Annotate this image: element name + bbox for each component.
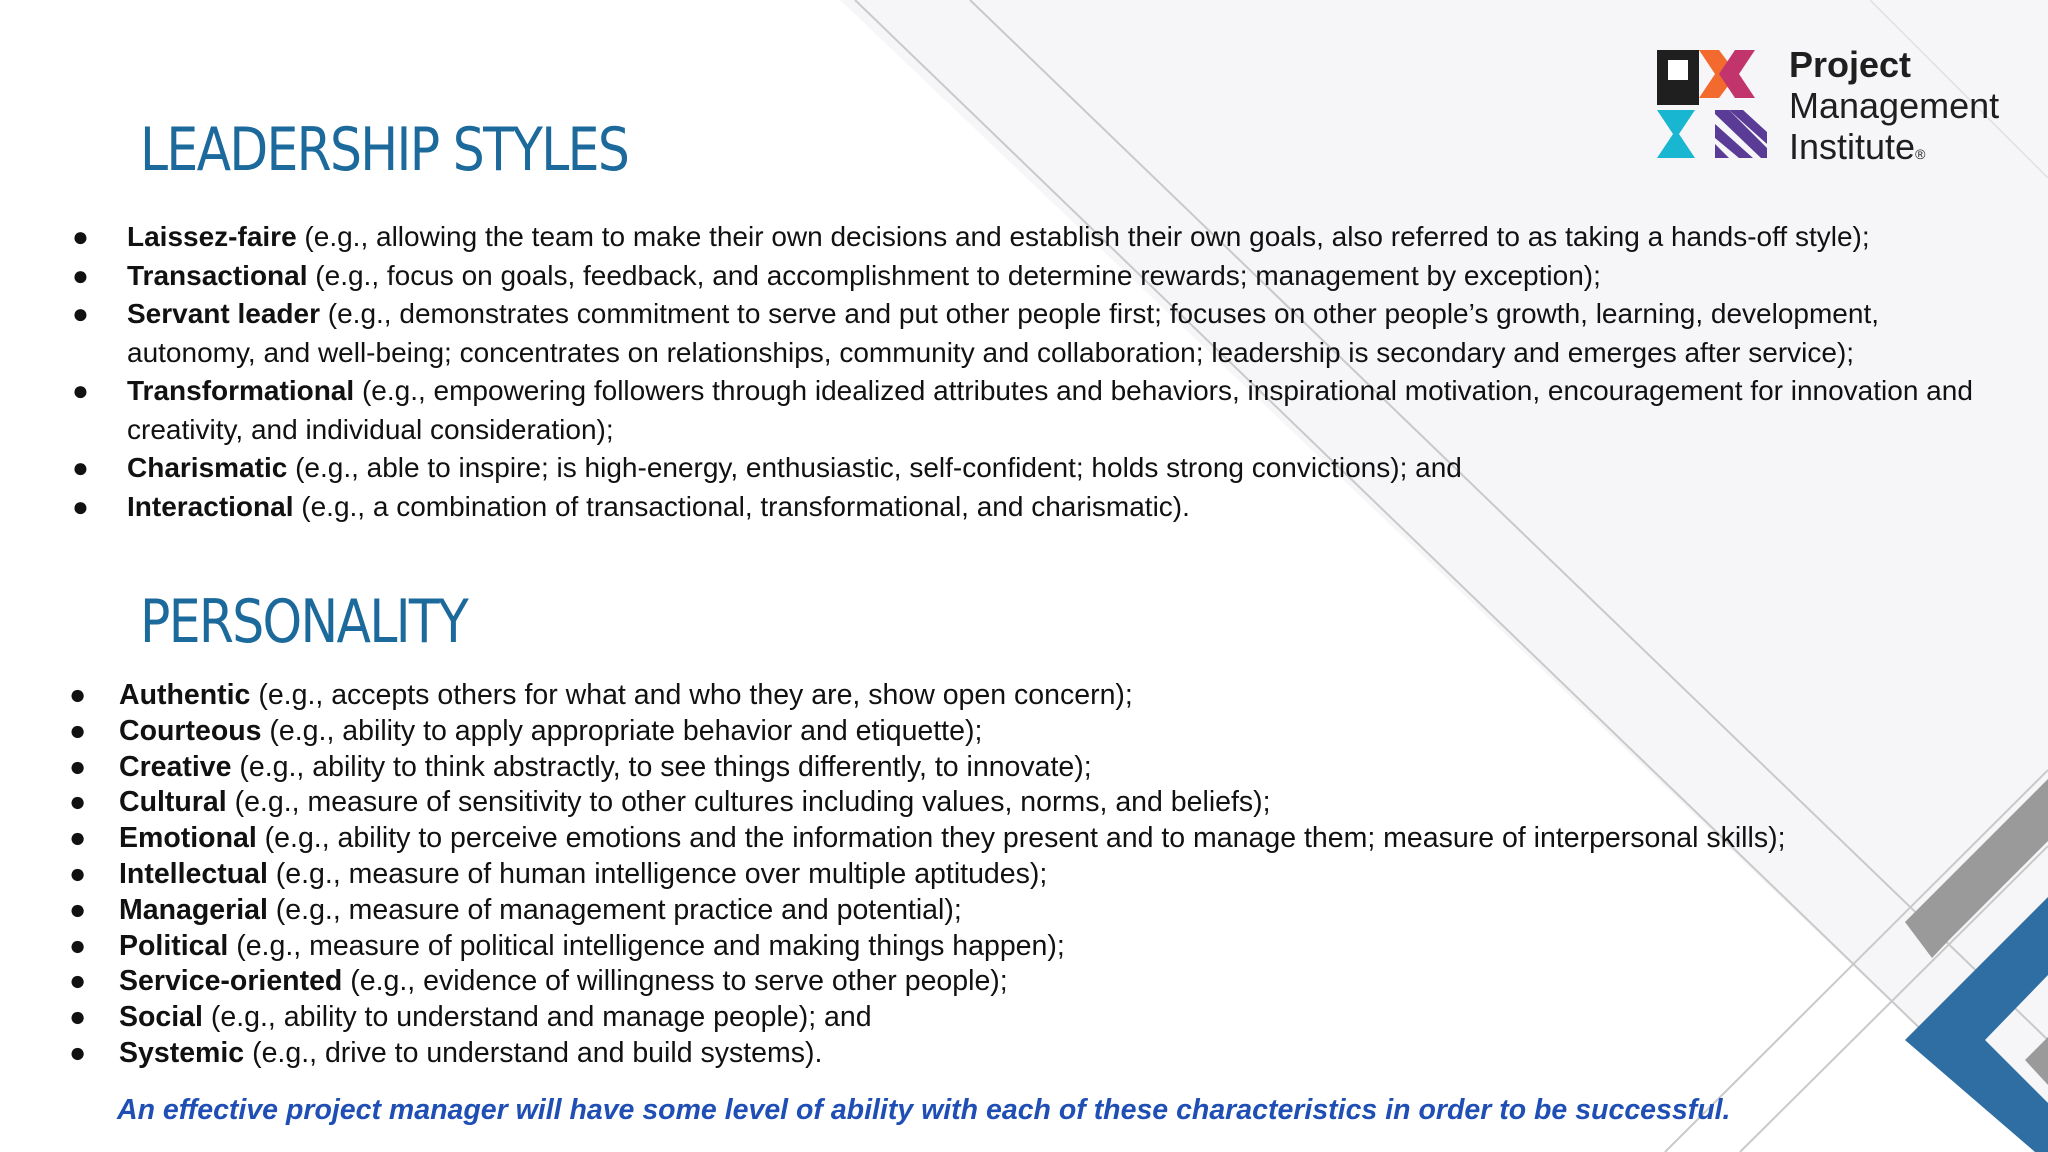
item-description: (e.g., measure of human intelligence over multiple aptitudes); (267, 857, 1048, 890)
logo-line-1: Project (1789, 44, 1912, 85)
bullet-icon: ● (72, 452, 89, 483)
item-term: Transactional (127, 259, 308, 291)
list-item (72, 372, 2007, 449)
item-term: Political (119, 929, 229, 962)
item-term: Creative (119, 750, 232, 783)
item-term: Managerial (119, 893, 268, 926)
item-description: (e.g., allowing the team to make their own decisions and establish their own goals, also referred to as taking a hands-off style); (296, 221, 1870, 252)
list-item (69, 929, 1979, 965)
list-item (69, 1000, 1979, 1036)
item-description: (e.g., ability to understand and manage people); and (202, 1001, 872, 1034)
item-description: (e.g., demonstrates commitment to serve and put other people first; focuses on other people’s growth, learning, development, autonomy, and well-being; concentrates on relationships, community and collaboration; leadership is secondary and emerges after service); (127, 298, 1880, 368)
item-description: (e.g., measure of management practice and potential); (267, 893, 962, 926)
list-item (69, 1036, 1979, 1072)
personality-heading: PERSONALITY (140, 587, 468, 657)
bullet-icon: ● (72, 375, 89, 406)
item-term: Cultural (119, 786, 227, 819)
list-item (69, 785, 1979, 821)
leadership-styles-heading: LEADERSHIP STYLES (140, 115, 629, 185)
bullet-icon: ● (69, 714, 87, 747)
list-item (69, 893, 1979, 929)
registered-mark: ® (1915, 146, 1926, 162)
personality-list (69, 678, 1979, 1072)
item-term: Charismatic (127, 452, 288, 483)
item-description: (e.g., evidence of willingness to serve other people); (342, 965, 1008, 998)
item-description: (e.g., accepts others for what and who they are, show open concern); (250, 679, 1133, 711)
item-description: (e.g., measure of sensitivity to other cultures including values, norms, and beliefs); (226, 786, 1271, 819)
bullet-icon: ● (69, 857, 87, 890)
bullet-icon: ● (72, 490, 89, 522)
list-item (69, 964, 1979, 1000)
summary-note: An effective project manager will have some level of ability with each of these characteristics in order to be successful. (117, 1094, 1731, 1126)
bullet-icon: ● (69, 929, 87, 962)
item-description: (e.g., ability to think abstractly, to see things differently, to innovate); (231, 750, 1092, 783)
item-term: Transformational (127, 375, 355, 406)
list-item (69, 821, 1979, 857)
item-description: (e.g., able to inspire; is high-energy, enthusiastic, self-confident; holds strong convictions); and (287, 452, 1462, 483)
item-description: (e.g., measure of political intelligence and making things happen); (228, 929, 1065, 962)
bullet-icon: ● (69, 822, 87, 855)
bullet-icon: ● (72, 221, 89, 252)
item-description: (e.g., empowering followers through idealized attributes and behaviors, inspirational motivation, encouragement for innovation and creativity, and individual consideration); (127, 375, 1973, 445)
pmi-logo (1657, 44, 2032, 167)
item-description: (e.g., ability to apply appropriate behavior and etiquette); (261, 714, 983, 747)
item-description: (e.g., a combination of transactional, transformational, and charismatic). (293, 490, 1190, 522)
list-item (72, 218, 2007, 257)
list-item (69, 857, 1979, 893)
item-term: Intellectual (119, 857, 268, 890)
item-term: Laissez-faire (127, 221, 297, 252)
item-term: Authentic (119, 679, 251, 711)
item-description: (e.g., drive to understand and build systems). (244, 1036, 823, 1069)
item-term: Servant leader (127, 298, 320, 329)
item-term: Systemic (119, 1036, 245, 1069)
list-item (72, 488, 2007, 527)
pmi-logo-icon (1657, 44, 1775, 162)
logo-line-3: Institute (1789, 126, 1916, 167)
item-term: Courteous (119, 714, 262, 747)
logo-line-2: Management (1789, 85, 2000, 126)
list-item (72, 295, 2007, 372)
leadership-styles-list (72, 218, 2007, 526)
item-term: Interactional (127, 490, 294, 522)
item-term: Social (119, 1001, 203, 1034)
bullet-icon: ● (69, 679, 87, 711)
list-item (69, 750, 1979, 786)
list-item (69, 714, 1979, 750)
bullet-icon: ● (72, 259, 89, 291)
bullet-icon: ● (69, 965, 87, 998)
list-item (69, 678, 1979, 714)
item-term: Service-oriented (119, 965, 343, 998)
bullet-icon: ● (69, 750, 87, 783)
bullet-icon: ● (69, 1036, 87, 1069)
item-description: (e.g., ability to perceive emotions and the information they present and to manage them; measure of interpersonal skills); (256, 822, 1786, 855)
item-term: Emotional (119, 822, 257, 855)
list-item (72, 257, 2007, 296)
bullet-icon: ● (69, 786, 87, 819)
list-item (72, 449, 2007, 488)
bullet-icon: ● (72, 298, 89, 329)
bullet-icon: ● (69, 1001, 87, 1034)
bullet-icon: ● (69, 893, 87, 926)
item-description: (e.g., focus on goals, feedback, and accomplishment to determine rewards; management by exception); (307, 259, 1601, 291)
